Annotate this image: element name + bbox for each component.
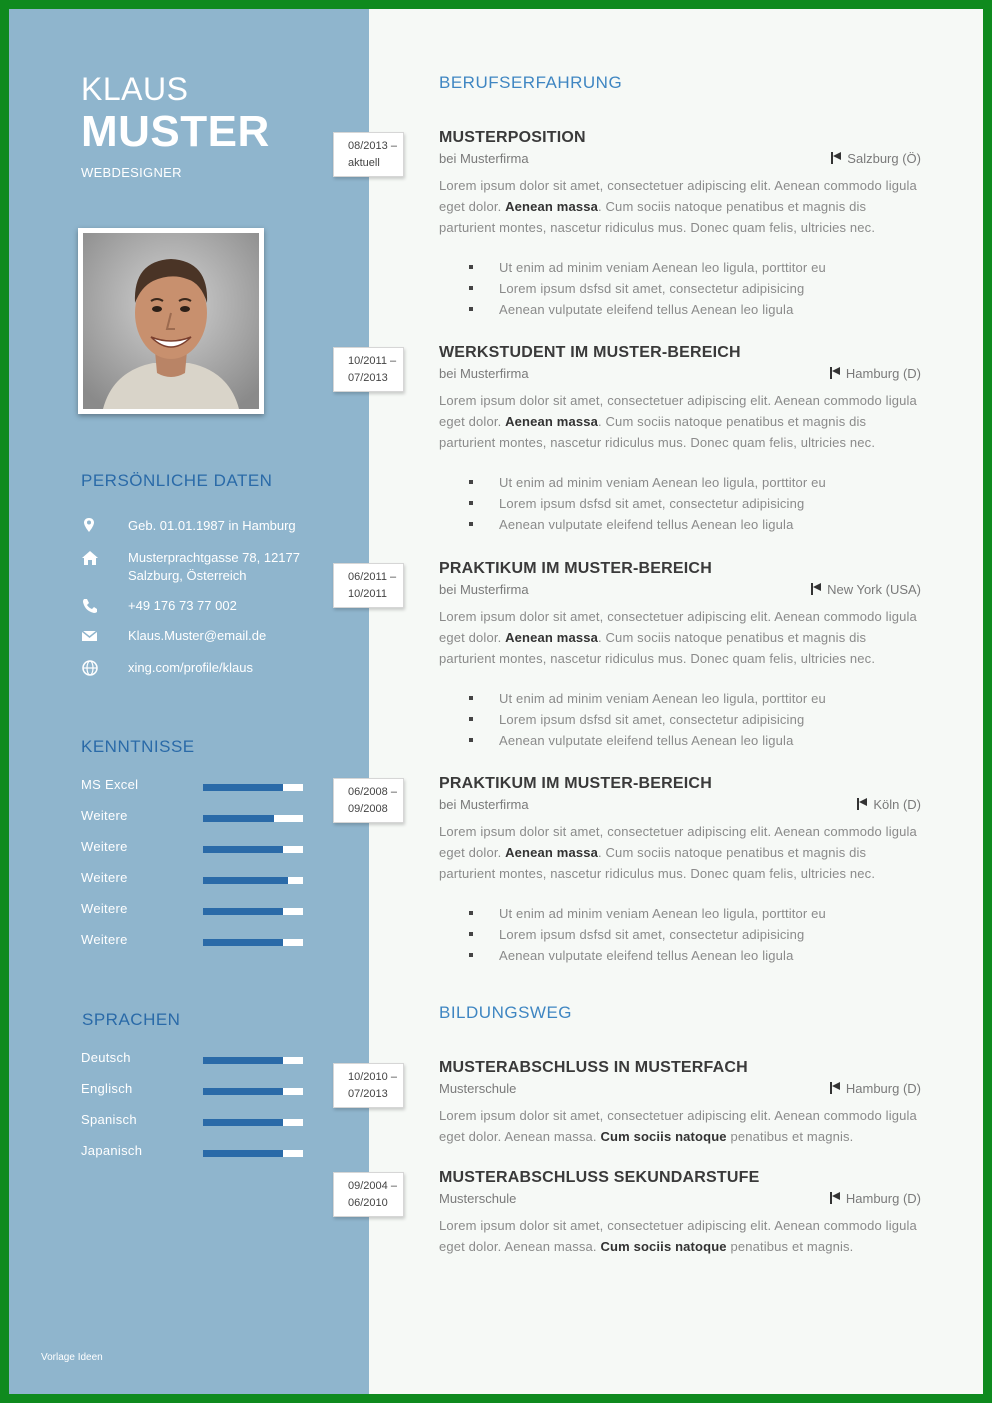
skill-label: Weitere xyxy=(81,808,128,823)
envelope-icon xyxy=(81,627,99,645)
skill-level-fill xyxy=(203,908,283,915)
date-tag xyxy=(333,347,404,392)
entry-description: Lorem ipsum dolor sit amet, consectetuer adipiscing elit. Aenean commodo ligula eget dolor. Aenean massa. Cum sociis natoque penatibus et magnis. xyxy=(439,1108,917,1144)
date-end: 07/2013 xyxy=(348,1088,388,1100)
language-row xyxy=(81,1081,311,1099)
language-label: Englisch xyxy=(81,1081,133,1096)
date-end: 09/2008 xyxy=(348,803,388,815)
address-row xyxy=(81,549,321,585)
skill-level-bar xyxy=(203,877,303,884)
entry-title: MUSTERABSCHLUSS IN MUSTERFACH xyxy=(439,1059,748,1076)
personal-data-heading: PERSÖNLICHE DATEN xyxy=(81,471,273,490)
entry-title: MUSTERABSCHLUSS SEKUNDARSTUFE xyxy=(439,1169,760,1186)
entry-location: Hamburg (D) xyxy=(830,366,921,381)
cv-page xyxy=(9,9,983,1394)
education-entry xyxy=(439,1059,921,1147)
birth-text: Geb. 01.01.1987 in Hamburg xyxy=(128,518,296,533)
entry-location: Hamburg (D) xyxy=(830,1191,921,1206)
flag-icon xyxy=(831,152,841,164)
watermark: Vorlage Ideen xyxy=(41,1352,103,1363)
skill-label: Weitere xyxy=(81,932,128,947)
date-end: 10/2011 xyxy=(348,588,387,600)
date-start: 09/2004 – xyxy=(348,1180,397,1192)
entry-description: Lorem ipsum dolor sit amet, consectetuer adipiscing elit. Aenean commodo ligula eget dolor. Aenean massa. Cum sociis natoque penatibus et magnis dis parturient montes, nascetur ridiculus mus. Donec quam felis, ultricies nec. xyxy=(439,609,917,666)
skill-level-fill xyxy=(203,877,288,884)
bullet-item: Ut enim ad minim veniam Aenean leo ligula, porttitor eu xyxy=(439,472,921,493)
portrait-image xyxy=(83,233,259,409)
entry-school: Musterschule xyxy=(439,1191,517,1206)
entry-company: bei Musterfirma xyxy=(439,151,529,166)
bullet-item: Aenean vulputate eleifend tellus Aenean leo ligula xyxy=(439,514,921,535)
skill-row xyxy=(81,932,311,950)
bullet-item: Ut enim ad minim veniam Aenean leo ligula, porttitor eu xyxy=(439,257,921,278)
home-icon xyxy=(81,549,99,567)
job-title: WEBDESIGNER xyxy=(81,165,182,180)
entry-location: Salzburg (Ö) xyxy=(831,151,921,166)
skill-label: Weitere xyxy=(81,870,128,885)
date-tag xyxy=(333,132,404,177)
entry-description: Lorem ipsum dolor sit amet, consectetuer adipiscing elit. Aenean commodo ligula eget dolor. Aenean massa. Cum sociis natoque penatibus et magnis. xyxy=(439,1218,917,1254)
phone-text: +49 176 73 77 002 xyxy=(128,598,237,613)
bullet-item: Lorem ipsum dsfsd sit amet, consectetur adipisicing xyxy=(439,493,921,514)
entry-school: Musterschule xyxy=(439,1081,517,1096)
skill-level-bar xyxy=(203,815,303,822)
language-row xyxy=(81,1050,311,1068)
date-start: 08/2013 – xyxy=(348,140,397,152)
languages-heading: SPRACHEN xyxy=(82,1010,181,1029)
experience-heading: BERUFSERFAHRUNG xyxy=(439,73,623,92)
language-row xyxy=(81,1112,311,1130)
profile-photo xyxy=(78,228,264,414)
experience-entry xyxy=(439,560,921,751)
entry-description: Lorem ipsum dolor sit amet, consectetuer adipiscing elit. Aenean commodo ligula eget dolor. Aenean massa. Cum sociis natoque penatibus et magnis dis parturient montes, nascetur ridiculus mus. Donec quam felis, ultricies nec. xyxy=(439,178,917,235)
date-tag xyxy=(333,1172,404,1217)
language-level-bar xyxy=(203,1119,303,1126)
education-heading: BILDUNGSWEG xyxy=(439,1003,573,1022)
skill-label: MS Excel xyxy=(81,777,139,792)
bullet-item: Lorem ipsum dsfsd sit amet, consectetur adipisicing xyxy=(439,709,921,730)
entry-location: New York (USA) xyxy=(811,582,921,597)
date-start: 06/2011 – xyxy=(348,571,397,583)
skills-heading: KENNTNISSE xyxy=(81,737,195,756)
language-row xyxy=(81,1143,311,1161)
email-text[interactable]: Klaus.Muster@email.de xyxy=(128,628,267,643)
entry-description: Lorem ipsum dolor sit amet, consectetuer adipiscing elit. Aenean commodo ligula eget dolor. Aenean massa. Cum sociis natoque penatibus et magnis dis parturient montes, nascetur ridiculus mus. Donec quam felis, ultricies nec. xyxy=(439,824,917,881)
bullet-list xyxy=(439,903,921,966)
skill-row xyxy=(81,839,311,857)
bullet-item: Lorem ipsum dsfsd sit amet, consectetur adipisicing xyxy=(439,278,921,299)
date-end: 07/2013 xyxy=(348,372,388,384)
last-name: MUSTER xyxy=(81,107,270,156)
language-label: Spanisch xyxy=(81,1112,137,1127)
bullet-list xyxy=(439,257,921,320)
location-pin-icon xyxy=(81,517,99,535)
skill-row xyxy=(81,901,311,919)
first-name: KLAUS xyxy=(81,71,189,107)
bullet-item: Aenean vulputate eleifend tellus Aenean leo ligula xyxy=(439,945,921,966)
skill-row xyxy=(81,870,311,888)
entry-location: Hamburg (D) xyxy=(830,1081,921,1096)
entry-description: Lorem ipsum dolor sit amet, consectetuer adipiscing elit. Aenean commodo ligula eget dolor. Aenean massa. Cum sociis natoque penatibus et magnis dis parturient montes, nascetur ridiculus mus. Donec quam felis, ultricies nec. xyxy=(439,393,917,450)
language-level-fill xyxy=(203,1088,283,1095)
date-tag xyxy=(333,778,404,823)
date-start: 10/2010 – xyxy=(348,1071,397,1083)
bullet-list xyxy=(439,688,921,751)
phone-icon xyxy=(81,597,99,615)
skill-level-fill xyxy=(203,846,283,853)
skill-level-bar xyxy=(203,784,303,791)
address-text: Musterprachtgasse 78, 12177 Salzburg, Österreich xyxy=(128,550,300,583)
skill-level-bar xyxy=(203,908,303,915)
skill-level-fill xyxy=(203,784,283,791)
date-end: aktuell xyxy=(348,157,380,169)
entry-title: MUSTERPOSITION xyxy=(439,129,586,146)
language-level-bar xyxy=(203,1057,303,1064)
bullet-item: Lorem ipsum dsfsd sit amet, consectetur adipisicing xyxy=(439,924,921,945)
web-text[interactable]: xing.com/profile/klaus xyxy=(128,660,253,675)
entry-title: PRAKTIKUM IM MUSTER-BEREICH xyxy=(439,560,712,577)
language-level-bar xyxy=(203,1150,303,1157)
education-entry xyxy=(439,1169,921,1257)
entry-title: WERKSTUDENT IM MUSTER-BEREICH xyxy=(439,344,741,361)
language-level-fill xyxy=(203,1119,283,1126)
bullet-item: Aenean vulputate eleifend tellus Aenean leo ligula xyxy=(439,730,921,751)
language-label: Japanisch xyxy=(81,1143,143,1158)
flag-icon xyxy=(830,367,840,379)
experience-entry xyxy=(439,344,921,535)
date-start: 06/2008 – xyxy=(348,786,397,798)
skill-level-fill xyxy=(203,815,274,822)
date-start: 10/2011 – xyxy=(348,355,397,367)
language-level-bar xyxy=(203,1088,303,1095)
skill-row xyxy=(81,808,311,826)
entry-company: bei Musterfirma xyxy=(439,366,529,381)
language-level-fill xyxy=(203,1150,283,1157)
globe-icon xyxy=(81,659,99,677)
entry-company: bei Musterfirma xyxy=(439,797,529,812)
language-label: Deutsch xyxy=(81,1050,131,1065)
bullet-list xyxy=(439,472,921,535)
experience-entry xyxy=(439,129,921,320)
date-tag xyxy=(333,1063,404,1108)
date-tag xyxy=(333,563,404,608)
flag-icon xyxy=(830,1192,840,1204)
skill-level-fill xyxy=(203,939,283,946)
skill-row xyxy=(81,777,311,795)
skill-level-bar xyxy=(203,846,303,853)
flag-icon xyxy=(830,1082,840,1094)
entry-company: bei Musterfirma xyxy=(439,582,529,597)
entry-location: Köln (D) xyxy=(857,797,921,812)
bullet-item: Ut enim ad minim veniam Aenean leo ligula, porttitor eu xyxy=(439,903,921,924)
experience-entry xyxy=(439,775,921,966)
bullet-item: Ut enim ad minim veniam Aenean leo ligula, porttitor eu xyxy=(439,688,921,709)
sidebar xyxy=(9,9,369,1394)
language-level-fill xyxy=(203,1057,283,1064)
date-end: 06/2010 xyxy=(348,1197,388,1209)
skill-label: Weitere xyxy=(81,839,128,854)
flag-icon xyxy=(811,583,821,595)
skill-level-bar xyxy=(203,939,303,946)
entry-title: PRAKTIKUM IM MUSTER-BEREICH xyxy=(439,775,712,792)
flag-icon xyxy=(857,798,867,810)
bullet-item: Aenean vulputate eleifend tellus Aenean leo ligula xyxy=(439,299,921,320)
skill-label: Weitere xyxy=(81,901,128,916)
